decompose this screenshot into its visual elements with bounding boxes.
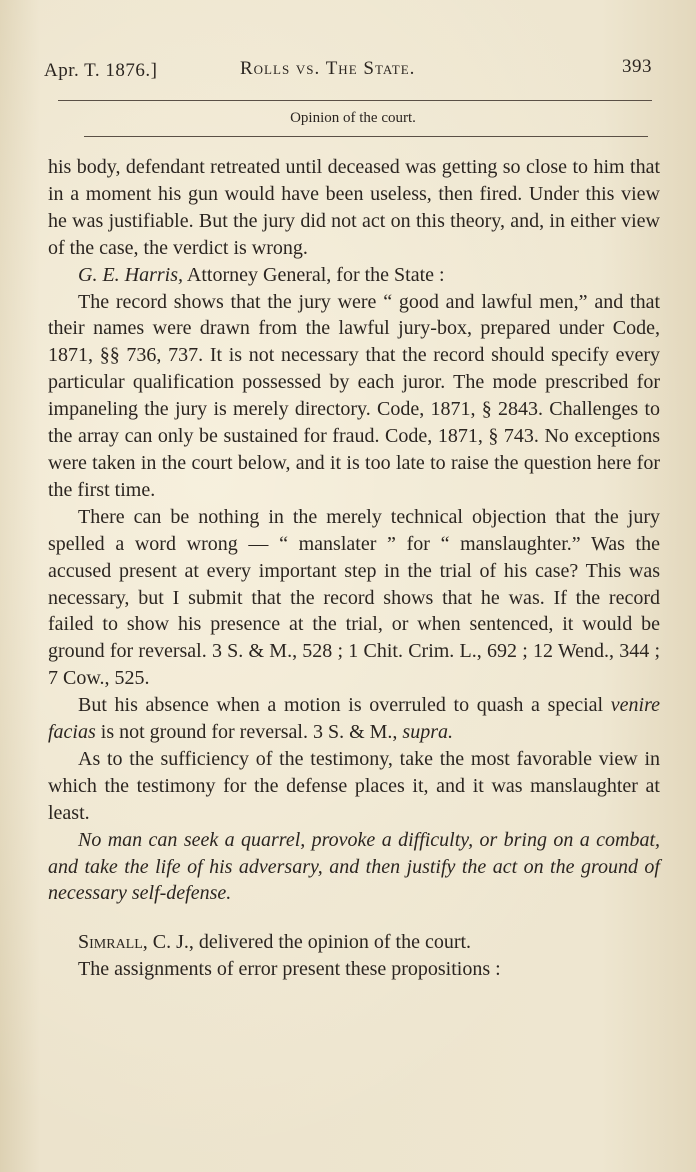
- supra-citation: supra.: [402, 721, 453, 744]
- paragraph-continuation: his body, defendant retreated until deceased was getting so close to him that in a moment his gun would have been useless, then fired. Under this view he was justifiable. But the jury did not act on this theory, and, in either view of the case, the verdict is wrong.: [48, 156, 660, 259]
- paragraph-technical-objection: There can be nothing in the merely technical objection that the jury spelled a word wrong — “ manslater ” for “ manslaughter.” Was the accused present at every important step in the trial of his case? This was necessary, but I submit that the record shows that he was. If the record failed to show his presence at the trial, or when sentenced, it would be ground for reversal. 3 S. & M., 528 ; 1 Chit. Crim. L., 692 ; 12 Wend., 344 ; 7 Cow., 525.: [48, 505, 660, 690]
- case-title: Rolls vs. The State.: [240, 58, 416, 79]
- page-number: 393: [622, 56, 652, 77]
- attorney-line: [48, 262, 660, 289]
- absence-text-2: is not ground for reversal. 3 S. & M.,: [95, 721, 403, 744]
- opinion-intro: [48, 929, 660, 956]
- judge-name: Simrall, C. J.,: [78, 931, 194, 954]
- running-head-rule: [84, 136, 648, 137]
- page-header: [44, 56, 652, 86]
- paragraph-jury-record: The record shows that the jury were “ good and lawful men,” and that their names were drawn from the lawful jury-box, prepared under Code, 1871, §§ 736, 737. It is not necessary that the record should specify every particular qualification possessed by each juror. The mode prescribed for impaneling the jury is merely directory. Code, 1871, § 2843. Challenges to the array can only be sustained for fraud. Code, 1871, § 743. No exceptions were taken in the court below, and it is too late to raise the question here for the first time.: [48, 290, 660, 501]
- page-body: [48, 154, 660, 983]
- paragraph-assignments: The assignments of error present these propositions :: [78, 958, 501, 981]
- paragraph-absence: [48, 692, 660, 746]
- absence-text-1: But his absence when a motion is overruled to quash a special: [78, 694, 611, 717]
- attorney-role: Attorney General, for the State :: [183, 263, 445, 286]
- paragraph-self-defense-rule: No man can seek a quarrel, provoke a difficulty, or bring on a combat, and take the life of his adversary, and then justify the act on the ground of necessary self-defense.: [48, 828, 660, 905]
- running-head: Opinion of the court.: [290, 110, 416, 126]
- venire-facias: venire facias: [48, 694, 660, 744]
- opinion-intro-text: delivered the opinion of the court.: [193, 931, 472, 954]
- term-label: Apr. T. 1876.]: [44, 60, 158, 81]
- attorney-name: G. E. Harris,: [78, 263, 184, 286]
- paragraph-testimony: As to the sufficiency of the testimony, take the most favorable view in which the testimony for the defense places it, and it was manslaughter at least.: [48, 747, 660, 824]
- header-rule: [58, 100, 652, 101]
